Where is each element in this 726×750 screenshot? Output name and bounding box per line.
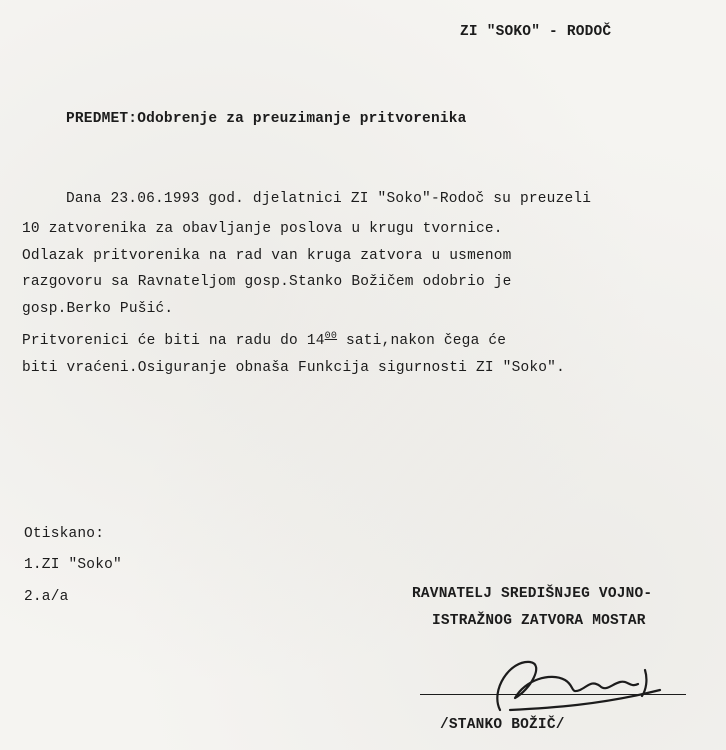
signatory-title-1: RAVNATELJ SREDIŠNJEG VOJNO- [412,586,653,602]
body-line-6-tail: sati,nakon čega će [337,333,507,349]
copies-item-1: 1.ZI "Soko" [24,557,122,573]
copies-label: Otiskano: [24,526,105,542]
body-line-6 [22,332,506,349]
body-line-7: biti vraćeni.Osiguranje obnaša Funkcija sigurnosti ZI "Soko". [22,360,565,376]
copies-item-2: 2.a/a [24,589,69,605]
body-line-2: 10 zatvorenika za obavljanje poslova u krugu tvornice. [22,221,503,237]
handwritten-signature [470,650,670,720]
body-line-5: gosp.Berko Pušić. [22,301,174,317]
body-line-1: Dana 23.06.1993 god. djelatnici ZI "Soko"-Rodoč su preuzeli [66,191,592,207]
signatory-name: /STANKO BOŽIČ/ [440,717,565,733]
body-line-6-text: Pritvorenici će biti na radu do 14 [22,333,325,349]
body-line-3: Odlazak pritvorenika na rad van kruga zatvora u usmenom [22,248,512,264]
signatory-title-2: ISTRAŽNOG ZATVORA MOSTAR [432,613,646,629]
signature-line [420,694,686,695]
document-header: ZI "SOKO" - RODOČ [460,24,612,40]
body-line-4: razgovoru sa Ravnateljom gosp.Stanko Božičem odobrio je [22,274,512,290]
document-subject: PREDMET:Odobrenje za preuzimanje pritvorenika [66,111,467,127]
time-superscript: 00 [324,331,338,342]
